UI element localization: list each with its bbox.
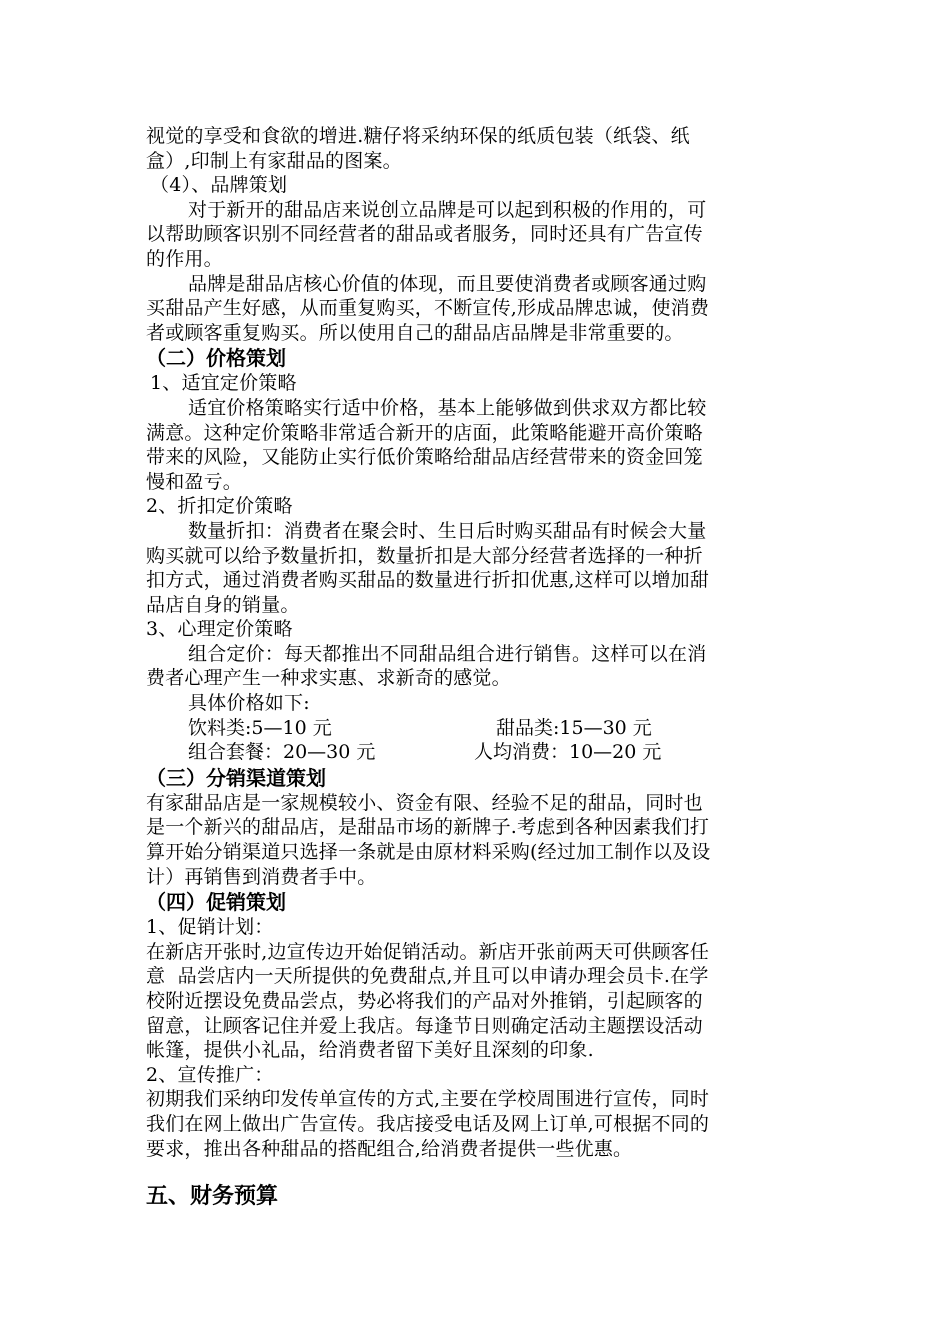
pricing-subsection-title: 3、心理定价策略 [146,618,293,641]
body-text-line: 在新店开张时,边宣传边开始促销活动。新店开张前两天可供顾客任 [146,940,710,963]
body-text-line: 是一个新兴的甜品店，是甜品市场的新牌子.考虑到各种因素我们打 [146,816,710,839]
body-text-line: 数量折扣：消费者在聚会时、生日后时购买甜品有时候会大量 [188,519,707,542]
body-text-line: 慢和盈亏。 [146,470,243,493]
distribution-heading: （三）分销渠道策划 [146,765,326,790]
body-text-line: 盒）,印制上有家甜品的图案。 [146,149,402,172]
price-drinks: 饮料类:5—10 元 [188,716,332,739]
body-text-line: 者或顾客重复购买。所以使用自己的甜品店品牌是非常重要的。 [146,321,684,344]
body-text-line: 意 品尝店内一天所提供的免费甜点,并且可以申请办理会员卡.在学 [146,965,709,988]
pricing-subsection-title: 2、折扣定价策略 [146,495,293,518]
promotion-subsection-title: 2、宣传推广： [146,1063,274,1086]
body-text-line: 我们在网上做出广告宣传。我店接受电话及网上订单,可根据不同的 [146,1112,710,1135]
body-text-line: 留意，让顾客记住并爱上我店。每逢节日则确定活动主题摆设活动 [146,1014,703,1037]
body-text-line: 满意。这种定价策略非常适合新开的店面，此策略能避开高价策略 [146,421,703,444]
price-desserts: 甜品类:15—30 元 [496,716,652,739]
body-text-line: 组合定价：每天都推出不同甜品组合进行销售。这样可以在消 [188,642,707,665]
body-text-line: 品牌是甜品店核心价值的体现，而且要使消费者或顾客通过购 [188,272,707,295]
promotion-subsection-title: 1、促销计划： [146,916,274,939]
body-text-line: 帐篷，提供小礼品，给消费者留下美好且深刻的印象. [146,1039,594,1062]
body-text-line: 带来的风险，又能防止实行低价策略给甜品店经营带来的资金回笼 [146,446,703,469]
promotion-heading: （四）促销策划 [146,890,286,915]
finance-heading: 五、财务预算 [146,1183,279,1210]
body-text-line: 的作用。 [146,247,223,270]
body-text-line: 扣方式，通过消费者购买甜品的数量进行折扣优惠,这样可以增加甜 [146,569,710,592]
body-text-line: 初期我们采纳印发传单宣传的方式,主要在学校周围进行宣传，同时 [146,1088,710,1111]
body-text-line: 费者心理产生一种求实惠、求新奇的感觉。 [146,667,511,690]
body-text-line: 对于新开的甜品店来说创立品牌是可以起到积极的作用的，可 [188,198,707,221]
body-text-line: 视觉的享受和食欲的增进.糖仔将采纳环保的纸质包装（纸袋、纸 [146,125,690,147]
body-text-line: 以帮助顾客识别不同经营者的甜品或者服务，同时还具有广告宣传 [146,223,703,246]
document-page [146,124,808,1211]
price-combo: 组合套餐：20—30 元 [188,741,376,764]
body-text-line: 买甜品产生好感，从而重复购买，不断宣传,形成品牌忠诚，使消费 [146,297,710,320]
body-text-line: 有家甜品店是一家规模较小、资金有限、经验不足的甜品，同时也 [146,791,703,814]
body-text-line: 算开始分销渠道只选择一条就是由原材料采购(经过加工制作以及设 [146,841,711,864]
pricing-heading: （二）价格策划 [146,346,286,371]
price-row [146,740,808,765]
pricing-subsection-title: 1、适宜定价策略 [150,372,297,395]
body-text-line: 品店自身的销量。 [146,593,300,616]
brand-section-title: （4）、品牌策划 [150,174,288,197]
price-per-capita: 人均消费：10—20 元 [474,741,662,764]
body-text-line: 适宜价格策略实行适中价格，基本上能够做到供求双方都比较 [188,396,707,419]
body-text-line: 校附近摆设免费品尝点，势必将我们的产品对外推销，引起顾客的 [146,990,703,1012]
body-text-line: 计）再销售到消费者手中。 [146,865,377,888]
body-text-line: 购买就可以给予数量折扣，数量折扣是大部分经营者选择的一种折 [146,544,703,567]
price-row [146,716,808,741]
body-text-line: 要求，推出各种甜品的搭配组合,给消费者提供一些优惠。 [146,1137,633,1160]
price-intro: 具体价格如下: [188,692,310,715]
